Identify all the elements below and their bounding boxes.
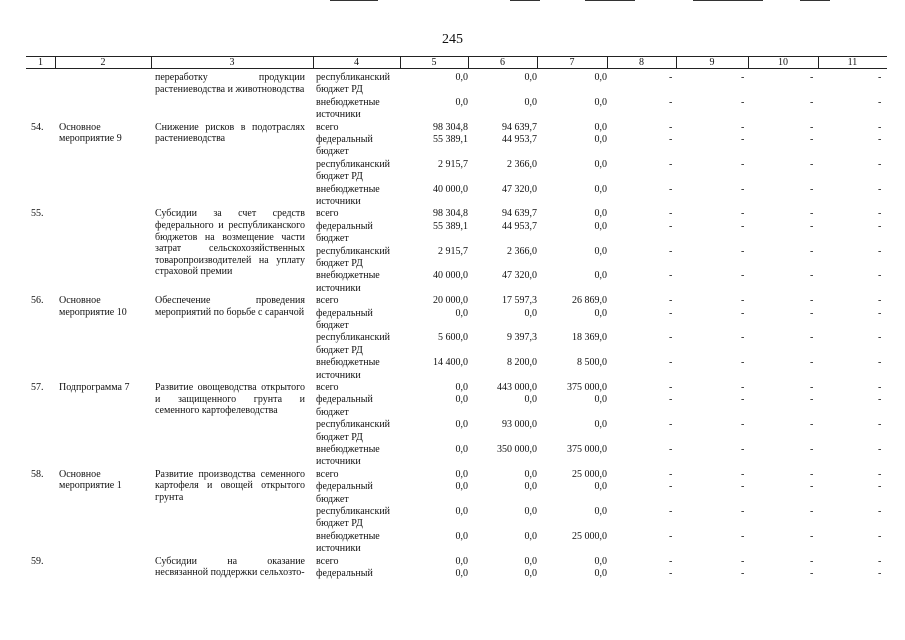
value-col-6: 2 366,0 — [507, 245, 537, 257]
dash-d11: - — [878, 382, 882, 393]
value-col-7: 25 000,0 — [572, 468, 607, 480]
column-header-2: 2 — [100, 57, 106, 68]
value-col-7: 0,0 — [594, 133, 607, 145]
dash-d9: - — [741, 567, 745, 579]
value-col-7: 0,0 — [594, 121, 607, 133]
dash-d11: - — [878, 567, 882, 579]
funding-source: источники — [316, 369, 361, 381]
dash-d10: - — [810, 481, 814, 493]
value-col-6: 2 366,0 — [507, 158, 537, 170]
funding-source: внебюджетные — [316, 530, 380, 542]
dash-d10: - — [810, 158, 814, 170]
funding-source: всего — [316, 555, 339, 567]
funding-source: республиканский — [316, 332, 391, 344]
dash-d9: - — [741, 270, 745, 282]
dash-d9: - — [741, 505, 745, 517]
value-col-6: 0,0 — [524, 72, 537, 83]
dash-d8: - — [669, 444, 673, 455]
dash-d9: - — [741, 481, 745, 493]
value-col-5: 55 389,1 — [433, 133, 468, 145]
value-col-6: 0,0 — [524, 394, 537, 406]
funding-source: бюджет РД — [316, 171, 363, 183]
value-col-5: 2 915,7 — [438, 245, 468, 257]
value-col-7: 8 500,0 — [577, 357, 607, 369]
dash-d8: - — [669, 133, 673, 145]
value-col-7: 375 000,0 — [567, 382, 607, 393]
dash-d8: - — [669, 220, 673, 232]
value-col-6: 9 397,3 — [507, 332, 537, 344]
dash-d8: - — [669, 530, 673, 542]
dash-d10: - — [810, 382, 814, 393]
value-col-7: 0,0 — [594, 307, 607, 319]
funding-source: внебюджетные — [316, 183, 380, 195]
event-description: Снижение рисков в подотраслях растениеводства — [155, 121, 305, 145]
dash-d9: - — [741, 220, 745, 232]
dash-d11: - — [878, 332, 882, 344]
dash-d8: - — [669, 357, 673, 369]
column-header-5: 5 — [431, 57, 437, 68]
funding-source: федеральный — [316, 394, 373, 406]
value-col-5: 40 000,0 — [433, 270, 468, 282]
value-col-5: 20 000,0 — [433, 295, 468, 307]
dash-d10: - — [810, 307, 814, 319]
value-col-5: 0,0 — [455, 394, 468, 406]
dash-d9: - — [741, 96, 745, 108]
value-col-7: 0,0 — [594, 208, 607, 220]
column-header-8: 8 — [639, 57, 644, 68]
funding-source: всего — [316, 382, 339, 393]
value-col-7: 375 000,0 — [567, 444, 607, 455]
dash-d10: - — [810, 220, 814, 232]
value-col-6: 94 639,7 — [502, 121, 537, 133]
dash-d10: - — [810, 295, 814, 307]
dash-d11: - — [878, 121, 882, 133]
value-col-6: 443 000,0 — [497, 382, 537, 393]
dash-d11: - — [878, 270, 882, 282]
funding-source: республиканский — [316, 419, 391, 431]
event-description: Обеспечение проведения мероприятий по борьбе с саранчой — [155, 295, 305, 318]
dash-d8: - — [669, 394, 673, 406]
column-header-1: 1 — [38, 57, 43, 68]
dash-d8: - — [669, 208, 673, 220]
value-col-5: 2 915,7 — [438, 158, 468, 170]
dash-d10: - — [810, 555, 814, 567]
value-col-7: 0,0 — [594, 158, 607, 170]
event-description: Развитие овощеводства открытого и защищенного грунта и семенного картофелеводства — [155, 382, 305, 417]
value-col-5: 0,0 — [455, 382, 468, 393]
value-col-6: 8 200,0 — [507, 357, 537, 369]
dash-d9: - — [741, 307, 745, 319]
dash-d8: - — [669, 567, 673, 579]
dash-d8: - — [669, 245, 673, 257]
dash-d9: - — [741, 357, 745, 369]
value-col-7: 0,0 — [594, 505, 607, 517]
value-col-5: 0,0 — [455, 72, 468, 83]
value-col-6: 93 000,0 — [502, 419, 537, 431]
dash-d10: - — [810, 245, 814, 257]
column-header-4: 4 — [354, 57, 359, 68]
dash-d11: - — [878, 220, 882, 232]
value-col-5: 5 600,0 — [438, 332, 468, 344]
dash-d10: - — [810, 505, 814, 517]
dash-d9: - — [741, 158, 745, 170]
value-col-5: 0,0 — [455, 505, 468, 517]
dash-d10: - — [810, 270, 814, 282]
dash-d10: - — [810, 530, 814, 542]
column-header-10: 10 — [778, 57, 788, 68]
dash-d8: - — [669, 481, 673, 493]
dash-d9: - — [741, 444, 745, 455]
value-col-7: 25 000,0 — [572, 530, 607, 542]
funding-source: всего — [316, 121, 339, 133]
dash-d11: - — [878, 394, 882, 406]
dash-d10: - — [810, 357, 814, 369]
value-col-6: 0,0 — [524, 481, 537, 493]
dash-d10: - — [810, 121, 814, 133]
value-col-6: 0,0 — [524, 96, 537, 108]
value-col-7: 0,0 — [594, 220, 607, 232]
funding-source: федеральный — [316, 481, 373, 493]
dash-d10: - — [810, 468, 814, 480]
column-header-6: 6 — [500, 57, 505, 68]
dash-d11: - — [878, 505, 882, 517]
funding-source: федеральный — [316, 133, 373, 145]
funding-source: бюджет — [316, 406, 349, 418]
dash-d8: - — [669, 555, 673, 567]
value-col-6: 94 639,7 — [502, 208, 537, 220]
funding-source: бюджет РД — [316, 344, 363, 356]
dash-d8: - — [669, 183, 673, 195]
funding-source: всего — [316, 208, 339, 220]
value-col-6: 0,0 — [524, 468, 537, 480]
dash-d10: - — [810, 208, 814, 220]
value-col-6: 47 320,0 — [502, 270, 537, 282]
funding-source: федеральный — [316, 307, 373, 319]
funding-source: внебюджетные — [316, 270, 380, 282]
funding-source: бюджет — [316, 146, 349, 158]
dash-d10: - — [810, 444, 814, 455]
value-col-6: 0,0 — [524, 307, 537, 319]
dash-d11: - — [878, 133, 882, 145]
funding-source: внебюджетные — [316, 444, 380, 455]
dash-d9: - — [741, 295, 745, 307]
value-col-7: 0,0 — [594, 419, 607, 431]
value-col-7: 0,0 — [594, 245, 607, 257]
dash-d9: - — [741, 468, 745, 480]
dash-d11: - — [878, 183, 882, 195]
dash-d9: - — [741, 133, 745, 145]
value-col-6: 17 597,3 — [502, 295, 537, 307]
value-col-7: 0,0 — [594, 183, 607, 195]
dash-d9: - — [741, 530, 745, 542]
dash-d8: - — [669, 270, 673, 282]
funding-source: федеральный — [316, 220, 373, 232]
row-number: 58. — [31, 468, 44, 480]
value-col-7: 26 869,0 — [572, 295, 607, 307]
column-header-3: 3 — [229, 57, 235, 68]
dash-d8: - — [669, 382, 673, 393]
funding-source: источники — [316, 195, 361, 207]
dash-d9: - — [741, 245, 745, 257]
dash-d8: - — [669, 419, 673, 431]
value-col-7: 18 369,0 — [572, 332, 607, 344]
funding-source: всего — [316, 468, 339, 480]
dash-d9: - — [741, 121, 745, 133]
funding-source: источники — [316, 543, 361, 555]
dash-d10: - — [810, 133, 814, 145]
dash-d10: - — [810, 394, 814, 406]
event-description: Субсидии на оказание несвязанной поддержки сельхозто- — [155, 555, 305, 579]
funding-source: источники — [316, 109, 361, 121]
column-header-11: 11 — [847, 57, 858, 68]
event-description: Субсидии за счет средств федерального и республиканского бюджетов на возмещение части затрат сельскохозяйственных товаропроизводителей на уплату страховой премии — [155, 208, 305, 278]
dash-d11: - — [878, 357, 882, 369]
event-name: Основное мероприятие 10 — [59, 295, 127, 318]
dash-d9: - — [741, 555, 745, 567]
dash-d8: - — [669, 295, 673, 307]
value-col-5: 98 304,8 — [433, 208, 468, 220]
dash-d10: - — [810, 72, 814, 83]
dash-d11: - — [878, 72, 882, 83]
budget-table — [26, 56, 887, 579]
funding-source: бюджет — [316, 493, 349, 505]
row-number: 55. — [31, 208, 44, 220]
dash-d11: - — [878, 158, 882, 170]
page-number: 245 — [442, 32, 463, 47]
row-number: 59. — [31, 555, 44, 567]
dash-d11: - — [878, 307, 882, 319]
value-col-5: 0,0 — [455, 468, 468, 480]
value-col-5: 55 389,1 — [433, 220, 468, 232]
event-description: переработку продукции растениеводства и животноводства — [155, 72, 305, 95]
value-col-5: 0,0 — [455, 567, 468, 579]
event-name: Основное мероприятие 1 — [59, 468, 122, 492]
dash-d10: - — [810, 96, 814, 108]
dash-d11: - — [878, 295, 882, 307]
dash-d9: - — [741, 394, 745, 406]
event-description: Развитие производства семенного картофеля и овощей открытого грунта — [155, 468, 305, 503]
dash-d10: - — [810, 332, 814, 344]
dash-d9: - — [741, 382, 745, 393]
funding-source: источники — [316, 282, 361, 294]
value-col-6: 44 953,7 — [502, 220, 537, 232]
dash-d11: - — [878, 481, 882, 493]
value-col-6: 0,0 — [524, 530, 537, 542]
value-col-5: 40 000,0 — [433, 183, 468, 195]
value-col-7: 0,0 — [594, 394, 607, 406]
dash-d11: - — [878, 245, 882, 257]
column-header-7: 7 — [569, 57, 575, 68]
value-col-5: 0,0 — [455, 419, 468, 431]
row-number: 54. — [31, 121, 44, 133]
value-col-5: 98 304,8 — [433, 121, 468, 133]
dash-d8: - — [669, 121, 673, 133]
value-col-7: 0,0 — [594, 72, 607, 83]
dash-d8: - — [669, 307, 673, 319]
dash-d11: - — [878, 444, 882, 455]
value-col-6: 0,0 — [524, 567, 537, 579]
dash-d8: - — [669, 332, 673, 344]
dash-d9: - — [741, 208, 745, 220]
dash-d8: - — [669, 468, 673, 480]
value-col-7: 0,0 — [594, 481, 607, 493]
dash-d11: - — [878, 530, 882, 542]
funding-source: бюджет РД — [316, 431, 363, 443]
event-name: Подпрограмма 7 — [59, 382, 130, 393]
column-header-9: 9 — [709, 57, 715, 68]
dash-d11: - — [878, 419, 882, 431]
dash-d8: - — [669, 505, 673, 517]
dash-d8: - — [669, 96, 673, 108]
dash-d9: - — [741, 419, 745, 431]
funding-source: республиканский — [316, 72, 391, 83]
value-col-6: 44 953,7 — [502, 133, 537, 145]
dash-d11: - — [878, 555, 882, 567]
value-col-6: 350 000,0 — [497, 444, 537, 455]
row-number: 56. — [31, 295, 44, 307]
funding-source: бюджет — [316, 319, 349, 331]
funding-source: бюджет — [316, 233, 349, 245]
funding-source: бюджет РД — [316, 84, 363, 96]
dash-d11: - — [878, 96, 882, 108]
dash-d11: - — [878, 208, 882, 220]
value-col-5: 0,0 — [455, 555, 468, 567]
dash-d8: - — [669, 72, 673, 83]
value-col-5: 0,0 — [455, 444, 468, 455]
value-col-6: 0,0 — [524, 555, 537, 567]
dash-d9: - — [741, 72, 745, 83]
funding-source: республиканский — [316, 505, 391, 517]
event-name: Основное мероприятие 9 — [59, 121, 122, 145]
funding-source: федеральный — [316, 567, 373, 579]
funding-source: внебюджетные — [316, 96, 380, 108]
value-col-6: 0,0 — [524, 505, 537, 517]
funding-source: республиканский — [316, 158, 391, 170]
value-col-5: 0,0 — [455, 307, 468, 319]
value-col-5: 0,0 — [455, 96, 468, 108]
row-number: 57. — [31, 382, 44, 393]
value-col-7: 0,0 — [594, 555, 607, 567]
dash-d11: - — [878, 468, 882, 480]
dash-d10: - — [810, 419, 814, 431]
dash-d9: - — [741, 183, 745, 195]
funding-source: внебюджетные — [316, 357, 380, 369]
value-col-5: 0,0 — [455, 481, 468, 493]
funding-source: бюджет РД — [316, 518, 363, 530]
funding-source: бюджет РД — [316, 257, 363, 269]
value-col-7: 0,0 — [594, 567, 607, 579]
dash-d9: - — [741, 332, 745, 344]
value-col-7: 0,0 — [594, 96, 607, 108]
funding-source: республиканский — [316, 245, 391, 257]
dash-d10: - — [810, 183, 814, 195]
dash-d8: - — [669, 158, 673, 170]
funding-source: источники — [316, 456, 361, 468]
dash-d10: - — [810, 567, 814, 579]
value-col-7: 0,0 — [594, 270, 607, 282]
top-scan-marks — [0, 0, 905, 4]
value-col-5: 14 400,0 — [433, 357, 468, 369]
table-header — [26, 56, 887, 69]
value-col-6: 47 320,0 — [502, 183, 537, 195]
funding-source: всего — [316, 295, 339, 307]
value-col-5: 0,0 — [455, 530, 468, 542]
